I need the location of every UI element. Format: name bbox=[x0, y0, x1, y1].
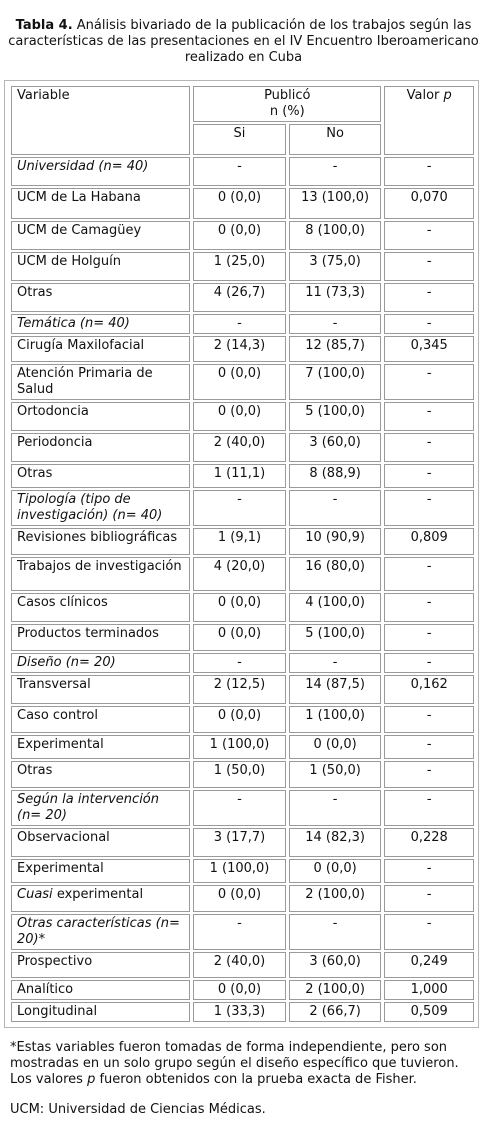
cell-variable: Otras bbox=[11, 464, 190, 488]
cell-variable: Prospectivo bbox=[11, 952, 190, 978]
cell-yes: - bbox=[193, 490, 286, 526]
table-row bbox=[11, 557, 474, 591]
table-frame bbox=[4, 80, 479, 1028]
cell-no: 3 (75,0) bbox=[289, 252, 382, 281]
cell-pvalue: - bbox=[384, 283, 474, 312]
cell-no: 3 (60,0) bbox=[289, 433, 382, 462]
cell-no: - bbox=[289, 653, 382, 673]
cell-variable: Según la intervención (n= 20) bbox=[11, 790, 190, 826]
header-published bbox=[193, 86, 381, 122]
cell-pvalue: - bbox=[384, 914, 474, 950]
cell-no: 1 (100,0) bbox=[289, 706, 382, 733]
cell-yes: 2 (14,3) bbox=[193, 336, 286, 362]
table-row bbox=[11, 952, 474, 978]
table-group-row bbox=[11, 157, 474, 186]
cell-yes: - bbox=[193, 790, 286, 826]
table-row bbox=[11, 188, 474, 219]
cell-yes: 3 (17,7) bbox=[193, 828, 286, 857]
cell-no: 0 (0,0) bbox=[289, 859, 382, 883]
cell-no: - bbox=[289, 790, 382, 826]
cell-variable: Transversal bbox=[11, 675, 190, 704]
cell-variable: Ortodoncia bbox=[11, 402, 190, 431]
cell-yes: - bbox=[193, 157, 286, 186]
cell-pvalue: 0,809 bbox=[384, 528, 474, 555]
cell-pvalue: - bbox=[384, 402, 474, 431]
table-row bbox=[11, 433, 474, 462]
header-pvalue-prefix: Valor bbox=[406, 88, 444, 103]
cell-no: 8 (100,0) bbox=[289, 221, 382, 250]
cell-no: 3 (60,0) bbox=[289, 952, 382, 978]
cell-pvalue: - bbox=[384, 557, 474, 591]
cell-variable: Diseño (n= 20) bbox=[11, 653, 190, 673]
header-pvalue-var: p bbox=[443, 88, 452, 103]
cell-variable: Otras bbox=[11, 761, 190, 788]
cell-yes: 1 (50,0) bbox=[193, 761, 286, 788]
cell-pvalue: - bbox=[384, 221, 474, 250]
cell-pvalue: - bbox=[384, 433, 474, 462]
cell-variable: Temática (n= 40) bbox=[11, 314, 190, 334]
cell-pvalue: 0,070 bbox=[384, 188, 474, 219]
cell-yes: 2 (40,0) bbox=[193, 952, 286, 978]
cell-variable: Experimental bbox=[11, 735, 190, 759]
cell-yes: 1 (9,1) bbox=[193, 528, 286, 555]
cell-no: - bbox=[289, 314, 382, 334]
cell-variable: Otras características (n= 20)* bbox=[11, 914, 190, 950]
cell-yes: 0 (0,0) bbox=[193, 221, 286, 250]
cell-pvalue: - bbox=[384, 157, 474, 186]
cell-pvalue: - bbox=[384, 761, 474, 788]
header-yes: Si bbox=[193, 124, 286, 155]
cell-pvalue: - bbox=[384, 364, 474, 400]
table-row bbox=[11, 859, 474, 883]
table-row bbox=[11, 402, 474, 431]
cell-variable: Periodoncia bbox=[11, 433, 190, 462]
cell-no: 16 (80,0) bbox=[289, 557, 382, 591]
cell-pvalue: - bbox=[384, 859, 474, 883]
footnote-text: *Estas variables fueron tomadas de forma independiente, pero son mostradas en un solo grupo según el diseño específico que tuvieron. Los valores bbox=[10, 1040, 459, 1087]
table-row bbox=[11, 528, 474, 555]
cell-variable: Atención Primaria de Salud bbox=[11, 364, 190, 400]
cell-variable: Universidad (n= 40) bbox=[11, 157, 190, 186]
cell-no: - bbox=[289, 914, 382, 950]
cell-yes: 0 (0,0) bbox=[193, 624, 286, 651]
cell-no: 11 (73,3) bbox=[289, 283, 382, 312]
cell-pvalue: - bbox=[384, 735, 474, 759]
cell-pvalue: 0,509 bbox=[384, 1002, 474, 1022]
table-row bbox=[11, 252, 474, 281]
caption-label: Tabla 4. bbox=[15, 18, 73, 33]
table-row bbox=[11, 464, 474, 488]
cell-yes: 1 (11,1) bbox=[193, 464, 286, 488]
table-row bbox=[11, 593, 474, 622]
cell-yes: 1 (100,0) bbox=[193, 735, 286, 759]
cell-variable: UCM de Holguín bbox=[11, 252, 190, 281]
table-caption bbox=[8, 18, 479, 66]
cell-variable: Tipología (tipo de investigación) (n= 40) bbox=[11, 490, 190, 526]
cell-no: 8 (88,9) bbox=[289, 464, 382, 488]
table-row bbox=[11, 761, 474, 788]
caption-text: Análisis bivariado de la publicación de los trabajos según las características de las presentaciones en el IV Encuentro Iberoamericano realizado en Cuba bbox=[8, 18, 479, 65]
table-row bbox=[11, 885, 474, 912]
table-row bbox=[11, 980, 474, 1000]
table-row bbox=[11, 364, 474, 400]
bivariate-table bbox=[8, 84, 477, 1024]
table-row bbox=[11, 336, 474, 362]
cell-variable: Analítico bbox=[11, 980, 190, 1000]
table-row bbox=[11, 624, 474, 651]
cell-yes: 2 (12,5) bbox=[193, 675, 286, 704]
cell-no: 1 (50,0) bbox=[289, 761, 382, 788]
cell-variable: Caso control bbox=[11, 706, 190, 733]
table-row bbox=[11, 283, 474, 312]
cell-no: - bbox=[289, 490, 382, 526]
table-notes bbox=[10, 1040, 480, 1118]
table-row bbox=[11, 1002, 474, 1022]
cell-pvalue: - bbox=[384, 653, 474, 673]
table-row bbox=[11, 221, 474, 250]
cell-yes: 0 (0,0) bbox=[193, 706, 286, 733]
cell-yes: 0 (0,0) bbox=[193, 885, 286, 912]
cell-pvalue: - bbox=[384, 490, 474, 526]
cell-yes: 0 (0,0) bbox=[193, 593, 286, 622]
table-group-row bbox=[11, 314, 474, 334]
header-published-line2: n (%) bbox=[269, 104, 305, 119]
cell-no: 0 (0,0) bbox=[289, 735, 382, 759]
table-group-row bbox=[11, 914, 474, 950]
cell-variable: Observacional bbox=[11, 828, 190, 857]
cell-no: 2 (100,0) bbox=[289, 885, 382, 912]
cell-variable-rest: experimental bbox=[56, 887, 144, 902]
cell-no: - bbox=[289, 157, 382, 186]
header-no: No bbox=[289, 124, 382, 155]
table-group-row bbox=[11, 490, 474, 526]
table-body bbox=[11, 157, 474, 1022]
cell-variable: Revisiones bibliográficas bbox=[11, 528, 190, 555]
footnote-abbreviation: UCM: Universidad de Ciencias Médicas. bbox=[10, 1102, 266, 1117]
cell-no: 12 (85,7) bbox=[289, 336, 382, 362]
cell-pvalue: - bbox=[384, 624, 474, 651]
cell-yes: 0 (0,0) bbox=[193, 364, 286, 400]
cell-no: 10 (90,9) bbox=[289, 528, 382, 555]
cell-pvalue: 1,000 bbox=[384, 980, 474, 1000]
cell-variable: Longitudinal bbox=[11, 1002, 190, 1022]
table-row bbox=[11, 735, 474, 759]
cell-variable: Productos terminados bbox=[11, 624, 190, 651]
cell-no: 14 (82,3) bbox=[289, 828, 382, 857]
cell-variable-italic: Cuasi bbox=[17, 887, 53, 902]
cell-no: 2 (100,0) bbox=[289, 980, 382, 1000]
cell-pvalue: - bbox=[384, 790, 474, 826]
cell-variable: Cirugía Maxilofacial bbox=[11, 336, 190, 362]
cell-yes: 4 (26,7) bbox=[193, 283, 286, 312]
footnote-text-end: fueron obtenidos con la prueba exacta de Fisher. bbox=[95, 1072, 417, 1087]
cell-pvalue: 0,249 bbox=[384, 952, 474, 978]
cell-yes: 1 (25,0) bbox=[193, 252, 286, 281]
table-row bbox=[11, 828, 474, 857]
cell-no: 5 (100,0) bbox=[289, 624, 382, 651]
cell-variable: Experimental bbox=[11, 859, 190, 883]
cell-variable: UCM de Camagüey bbox=[11, 221, 190, 250]
cell-yes: - bbox=[193, 314, 286, 334]
cell-no: 5 (100,0) bbox=[289, 402, 382, 431]
footnote-p-var: p bbox=[87, 1072, 96, 1087]
cell-pvalue: - bbox=[384, 252, 474, 281]
header-variable: Variable bbox=[11, 86, 190, 155]
cell-yes: 0 (0,0) bbox=[193, 402, 286, 431]
cell-pvalue: 0,162 bbox=[384, 675, 474, 704]
cell-yes: - bbox=[193, 914, 286, 950]
cell-pvalue: 0,228 bbox=[384, 828, 474, 857]
header-pvalue bbox=[384, 86, 474, 155]
cell-variable bbox=[11, 885, 190, 912]
cell-no: 13 (100,0) bbox=[289, 188, 382, 219]
cell-no: 4 (100,0) bbox=[289, 593, 382, 622]
cell-variable: Otras bbox=[11, 283, 190, 312]
cell-yes: 4 (20,0) bbox=[193, 557, 286, 591]
cell-yes: 2 (40,0) bbox=[193, 433, 286, 462]
cell-yes: - bbox=[193, 653, 286, 673]
cell-no: 14 (87,5) bbox=[289, 675, 382, 704]
cell-pvalue: - bbox=[384, 593, 474, 622]
footnote-fisher bbox=[10, 1040, 480, 1088]
table-row bbox=[11, 675, 474, 704]
cell-variable: Trabajos de investigación bbox=[11, 557, 190, 591]
cell-yes: 0 (0,0) bbox=[193, 980, 286, 1000]
cell-pvalue: - bbox=[384, 314, 474, 334]
table-group-row bbox=[11, 653, 474, 673]
cell-no: 2 (66,7) bbox=[289, 1002, 382, 1022]
cell-pvalue: 0,345 bbox=[384, 336, 474, 362]
cell-pvalue: - bbox=[384, 464, 474, 488]
header-published-line1: Publicó bbox=[264, 88, 311, 103]
cell-yes: 1 (100,0) bbox=[193, 859, 286, 883]
cell-pvalue: - bbox=[384, 706, 474, 733]
table-group-row bbox=[11, 790, 474, 826]
cell-variable: Casos clínicos bbox=[11, 593, 190, 622]
cell-yes: 1 (33,3) bbox=[193, 1002, 286, 1022]
cell-no: 7 (100,0) bbox=[289, 364, 382, 400]
cell-variable: UCM de La Habana bbox=[11, 188, 190, 219]
cell-yes: 0 (0,0) bbox=[193, 188, 286, 219]
table-row bbox=[11, 706, 474, 733]
cell-pvalue: - bbox=[384, 885, 474, 912]
